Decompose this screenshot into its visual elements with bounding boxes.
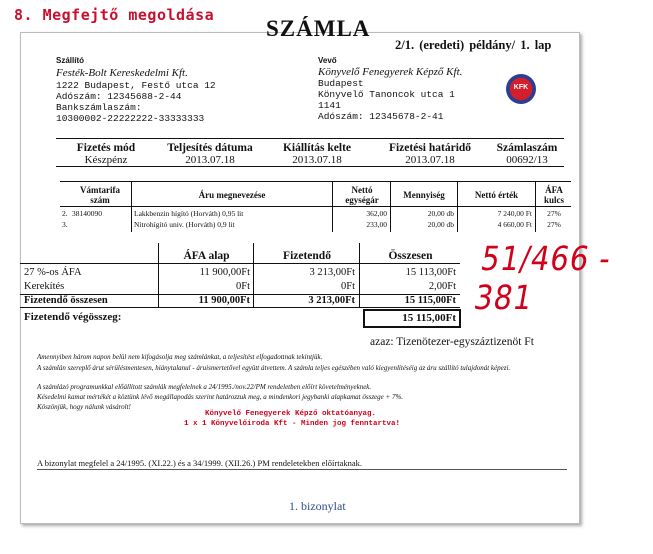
items-table-header-rule (60, 206, 571, 207)
due-date-header: Fizetési határidő (388, 142, 472, 154)
items-col-divider (535, 181, 536, 232)
company-logo (506, 74, 536, 104)
row-vat: 27% (547, 220, 561, 229)
document-caption: 1. bizonylat (289, 499, 346, 513)
legal-rule (37, 469, 567, 470)
summary-col-divider (253, 243, 254, 308)
buyer-zip: 1141 (318, 100, 341, 111)
invoice-number-value: 00692/13 (506, 154, 548, 166)
handwritten-account-note: 51/466 - 381 (471, 238, 615, 318)
total-header: Összesen (388, 250, 433, 262)
col-header-product: Áru megnevezése (198, 190, 266, 200)
summary-base: 0Ft (235, 281, 250, 292)
col-header-qty: Mennyiség (403, 190, 445, 200)
invoice-title: SZÁMLA (266, 16, 371, 41)
due-date-value: 2013.07.18 (405, 154, 455, 166)
row-vat: 27% (547, 209, 561, 218)
vat-base-header: ÁFA alap (183, 250, 230, 262)
final-amount-value: 15 115,00Ft (402, 312, 456, 324)
logo-text: KFK (513, 84, 529, 91)
row-qty: 20,00 db (427, 209, 454, 218)
row-vtsz: 38140090 (72, 209, 102, 218)
items-col-divider (131, 181, 132, 232)
final-amount-label: Fizetendő végösszeg: (24, 311, 122, 323)
row-product: Lakkbenzin hígító (Horváth) 0,95 lit (134, 209, 244, 218)
row-unit-price: 233,00 (366, 220, 387, 229)
issue-date-header: Kiállítás kelte (282, 142, 352, 154)
items-col-divider (390, 181, 391, 232)
payment-top-rule (56, 138, 564, 139)
payment-bottom-rule (56, 166, 564, 167)
summary-total: 2,00Ft (428, 281, 456, 292)
watermark-line: Könyvelő Fenegyerek Képző oktatóanyag. (205, 410, 377, 418)
watermark-line: 1 x 1 Könyvelőiroda Kft - Minden jog fenntartva! (184, 420, 401, 428)
row-number: 2. (62, 209, 68, 218)
summary-header-rule (20, 263, 460, 264)
supplier-bank-label: Bankszámlaszám: (56, 102, 142, 113)
amount-in-words: azaz: Tizenötezer-egyszáztizenöt Ft (370, 336, 534, 348)
supplier-name: Festék-Bolt Kereskedelmi Kft. (56, 67, 188, 79)
items-col-divider (332, 181, 333, 232)
summary-total: 15 113,00Ft (405, 267, 456, 278)
summary-label: Kerekítés (24, 281, 65, 292)
row-product: Nitrohígító univ. (Horváth) 0,9 lit (134, 220, 235, 229)
supplier-tax: Adószám: 12345688-2-44 (56, 91, 182, 102)
note-line: A számlán szereplő árut sérülésmentesen, hiánytalanul - áruismertetővel együtt átvettem. A számla teljes egészében való kiegyenlítéséig az áru szállító tulajdonát képezi. (37, 364, 511, 372)
note-line: A számlázó programunkkal előállított számlák megfelelnek a 24/1995./nov.22/PM rendeletben előírt követelményeknek. (37, 383, 372, 391)
items-table-top-rule (60, 181, 571, 182)
summary-payable: 3 213,00Ft (309, 267, 355, 278)
copy-info: 2/1. (eredeti) példány/ 1. lap (395, 38, 552, 52)
buyer-name: Könyvelő Fenegyerek Képző Kft. (318, 66, 463, 78)
payment-method-value: Készpénz (84, 154, 128, 166)
summary-payable: 3 213,00Ft (308, 295, 355, 306)
payable-header: Fizetendő (283, 250, 331, 262)
note-line: Amennyiben három napon belül nem kifogásolja meg számlánkat, a teljesítést elfogadottnak tekintjük. (37, 353, 323, 361)
buyer-city: Budapest (318, 78, 364, 89)
note-line: Köszönjük, hogy nálunk vásárolt! (37, 403, 131, 411)
summary-label: Fizetendő összesen (24, 295, 108, 306)
supplier-address: 1222 Budapest, Festő utca 12 (56, 80, 216, 91)
buyer-label: Vevő (318, 56, 337, 65)
delivery-date-value: 2013.07.18 (185, 154, 235, 166)
col-header-vat: ÁFA kulcs (543, 185, 564, 205)
row-unit-price: 362,00 (366, 209, 387, 218)
summary-bottom-rule (20, 307, 460, 308)
summary-base: 11 900,00Ft (198, 295, 250, 306)
page-heading: 8. Megfejtő megoldása (14, 6, 215, 24)
row-qty: 20,00 db (427, 220, 454, 229)
note-line: Késedelmi kamat mértékét a köztünk lévő megállapodás szerint határozzuk meg, a mindenkori jegybanki alapkamat összege + 7%. (37, 393, 404, 401)
col-header-vtsz: Vámtarifa szám (80, 185, 120, 205)
row-net: 4 660,00 Ft (497, 220, 532, 229)
summary-total: 15 115,00Ft (404, 295, 456, 306)
col-header-net: Nettó érték (474, 190, 519, 200)
row-number: 3. (62, 220, 68, 229)
buyer-tax: Adószám: 12345678-2-41 (318, 111, 444, 122)
row-net: 7 240,00 Ft (497, 209, 532, 218)
delivery-date-header: Teljesítés dátuma (167, 142, 253, 154)
summary-base: 11 900,00Ft (199, 267, 250, 278)
summary-col-divider (359, 243, 360, 308)
supplier-label: Szállító (56, 56, 85, 65)
supplier-bank: 10300002-22222222-33333333 (56, 113, 205, 124)
summary-payable: 0Ft (340, 281, 355, 292)
issue-date-value: 2013.07.18 (292, 154, 342, 166)
summary-label: 27 %-os ÁFA (24, 267, 82, 278)
col-header-unit-price: Nettó egységár (345, 185, 379, 205)
legal-notice: A bizonylat megfelel a 24/1995. (XI.22.) és a 34/1999. (XII.26.) PM rendeletekben előírtaknak. (37, 458, 363, 468)
invoice-number-header: Számlaszám (496, 142, 558, 154)
buyer-address: Könyvelő Tanoncok utca 1 (318, 89, 455, 100)
summary-col-divider (158, 243, 159, 308)
payment-method-header: Fizetés mód (76, 142, 136, 154)
